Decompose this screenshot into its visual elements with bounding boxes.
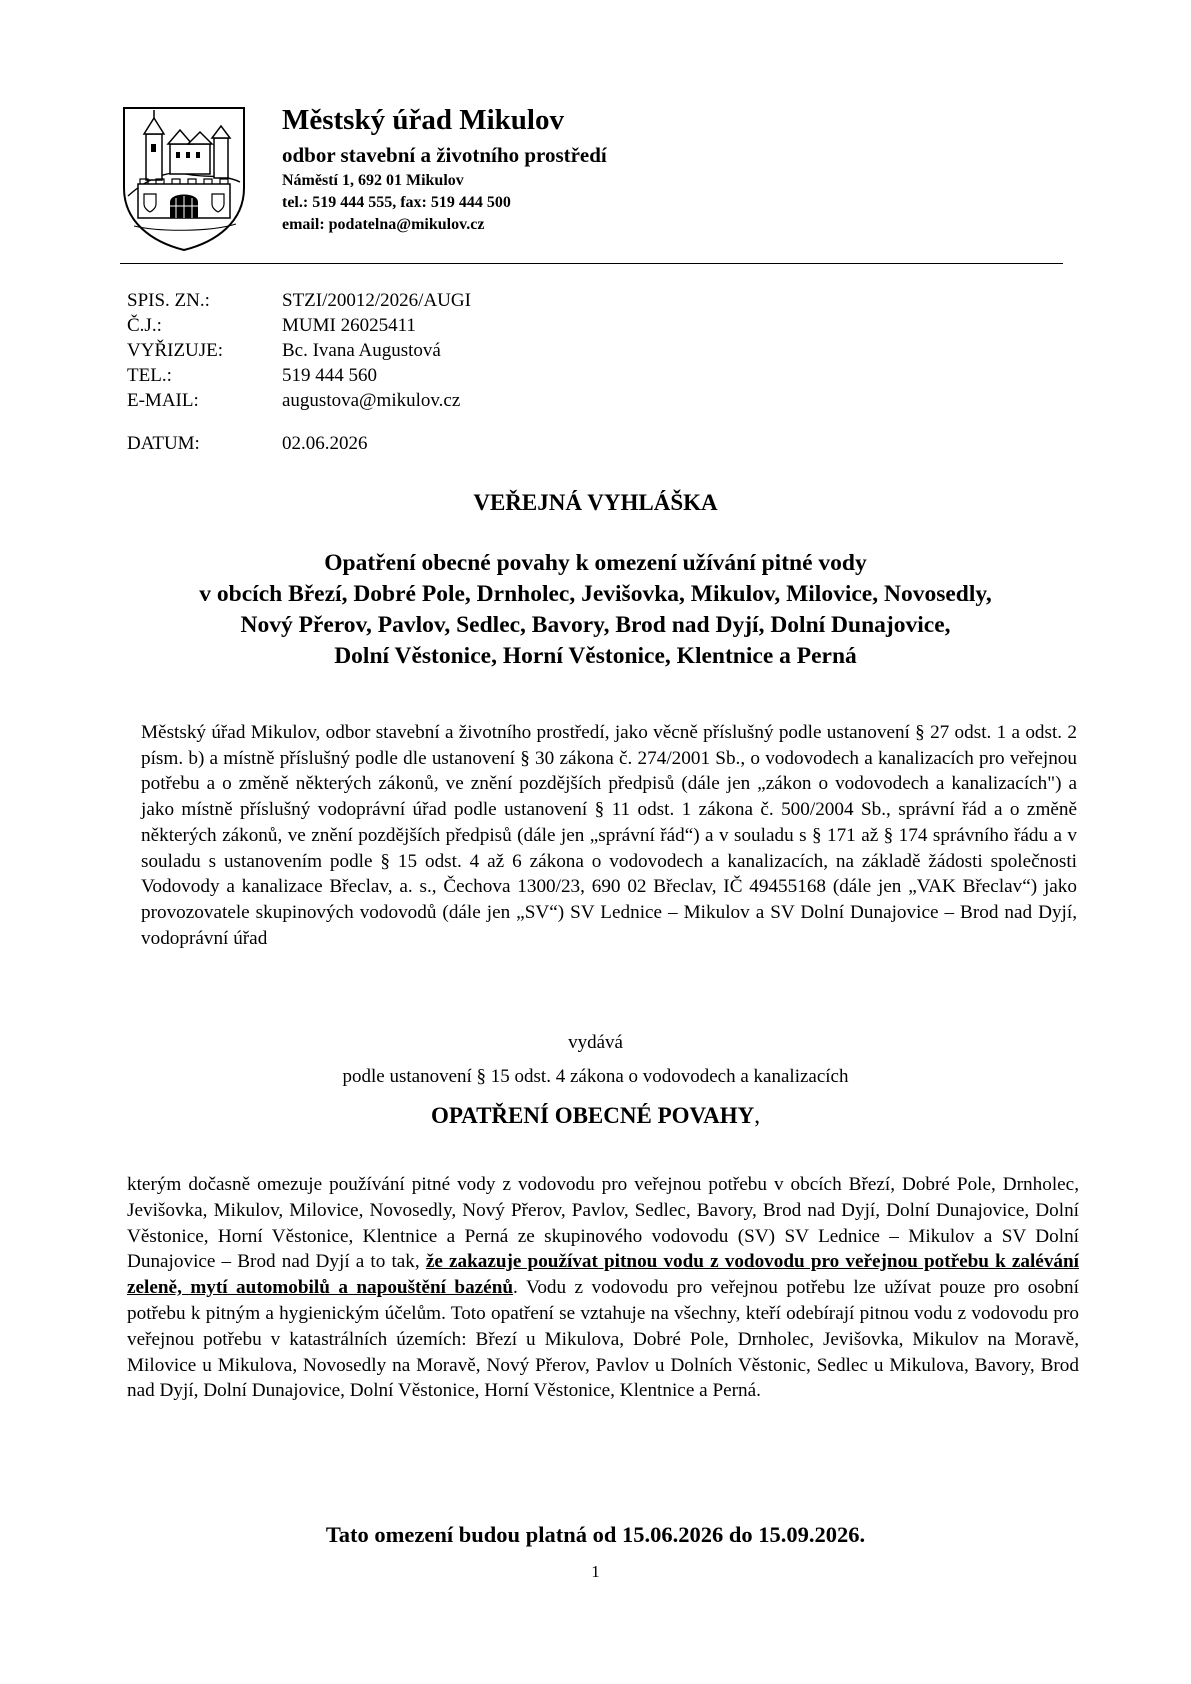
tel-label: TEL.: — [127, 365, 172, 386]
intro-paragraph: Městský úřad Mikulov, odbor stavební a životního prostředí, jako věcně příslušný podle ustanovení § 27 odst. 1 a odst. 2 písm. b) a místně příslušný podle dle ustanovení § 30 zákona č. 274/2001 Sb., o vodovodech a kanalizacích pro veřejnou potřebu a o změně některých zákonů, ve znění pozdějších předpisů (dále jen „zákon o vodovodech a kanalizacích") a jako místně příslušný vodoprávní úřad podle ustanovení § 11 odst. 1 zákona č. 500/2004 Sb., správní řád a o změně některých zákonů, ve znění pozdějších předpisů (dále jen „správní řád“) a v souladu s § 171 až § 174 správního řádu a v souladu s ustanovením podle § 15 odst. 4 až 6 zákona o vodovodech a kanalizacích, na základě žádosti společnosti Vodovody a kanalizace Břeclav, a. s., Čechova 1300/23, 690 02 Břeclav, IČ 49455168 (dále jen „VAK Břeclav“) jako provozovatele skupinových vodovodů (dále jen „SV“) SV Lednice – Mikulov a SV Dolní Dunajovice – Brod nad Dyjí, vodoprávní úřad — [141, 722, 1077, 949]
spis-value: STZI/20012/2026/AUGI — [282, 290, 471, 311]
legal-basis: podle ustanovení § 15 odst. 4 zákona o vodovodech a kanalizacích — [342, 1066, 849, 1087]
page-number: 1 — [591, 1562, 600, 1581]
issues-word: vydává — [568, 1032, 623, 1053]
datum-value: 02.06.2026 — [282, 433, 368, 454]
measure-title-suffix: , — [754, 1103, 761, 1128]
measure-title — [0, 1103, 1191, 1129]
document-title: VEŘEJNÁ VYHLÁŠKA — [473, 490, 718, 515]
vyrizuje-label: VYŘIZUJE: — [127, 340, 224, 361]
cj-label: Č.J.: — [127, 315, 162, 336]
subtitle-line: Dolní Věstonice, Horní Věstonice, Klentnice a Perná — [334, 643, 857, 669]
org-name: Městský úřad Mikulov — [282, 104, 564, 136]
measure-body — [127, 1172, 1079, 1404]
org-department: odbor stavební a životního prostředí — [282, 143, 607, 167]
email-value: augustova@mikulov.cz — [282, 390, 461, 411]
tel-value: 519 444 560 — [282, 365, 377, 386]
spis-label: SPIS. ZN.: — [127, 290, 210, 311]
validity-statement: Tato omezení budou platná od 15.06.2026 do 15.09.2026. — [325, 1522, 866, 1547]
vyrizuje-value: Bc. Ivana Augustová — [282, 340, 441, 361]
subtitle-line: Opatření obecné povahy k omezení užívání pitné vody — [324, 550, 867, 576]
header-divider — [120, 263, 1063, 264]
measure-body-part2: . Vodu z vodovodu pro veřejnou potřebu lze užívat pouze pro osobní potřebu k pitným a hygienickým účelům. Toto opatření se vztahuje na všechny, kteří odebírají pitnou vodu z vodovodu pro veřejnou potřebu v katastrálních územích: Březí u Mikulova, Dobré Pole, Drnholec, Jevišovka, Mikulov na Moravě, Milovice u Mikulova, Novosedly na Moravě, Nový Přerov, Pavlov u Dolních Věstonic, Sedlec u Mikulova, Bavory, Brod nad Dyjí, Dolní Dunajovice, Dolní Věstonice, Horní Věstonice, Klentnice a Perná. — [127, 1277, 1079, 1402]
measure-body-part1: kterým dočasně omezuje používání pitné vody z vodovodu pro veřejnou potřebu v obcích Březí, Dobré Pole, Drnholec, Jevišovka, Mikulov, Milovice, Novosedly, Nový Přerov, Pavlov, Sedlec, Bavory, Brod nad Dyjí, Dolní Dunajovice, Dolní Věstonice, Horní Věstonice, Klentnice a Perná ze skupinového vodovodu (SV) SV Lednice – Mikulov a SV Dolní Dunajovice – Brod nad Dyjí a to tak, — [127, 1174, 1079, 1273]
org-email: email: podatelna@mikulov.cz — [282, 216, 485, 233]
org-phone-fax: tel.: 519 444 555, fax: 519 444 500 — [282, 194, 511, 211]
datum-label: DATUM: — [127, 433, 200, 454]
prohibition-emphasis: že zakazuje používat pitnou vodu z vodovodu pro veřejnou potřebu k zalévání zeleně, mytí automobilů a napouštění bazénů — [127, 1251, 1080, 1299]
org-address: Náměstí 1, 692 01 Mikulov — [282, 172, 464, 189]
email-label: E-MAIL: — [127, 390, 199, 411]
subtitle-line: Nový Přerov, Pavlov, Sedlec, Bavory, Brod nad Dyjí, Dolní Dunajovice, — [240, 612, 951, 638]
measure-title-text: OPATŘENÍ OBECNÉ POVAHY — [430, 1103, 755, 1128]
cj-value: MUMI 26025411 — [282, 315, 416, 336]
coat-of-arms-logo — [120, 104, 248, 252]
subtitle-line: v obcích Březí, Dobré Pole, Drnholec, Jevišovka, Mikulov, Milovice, Novosedly, — [199, 581, 992, 607]
